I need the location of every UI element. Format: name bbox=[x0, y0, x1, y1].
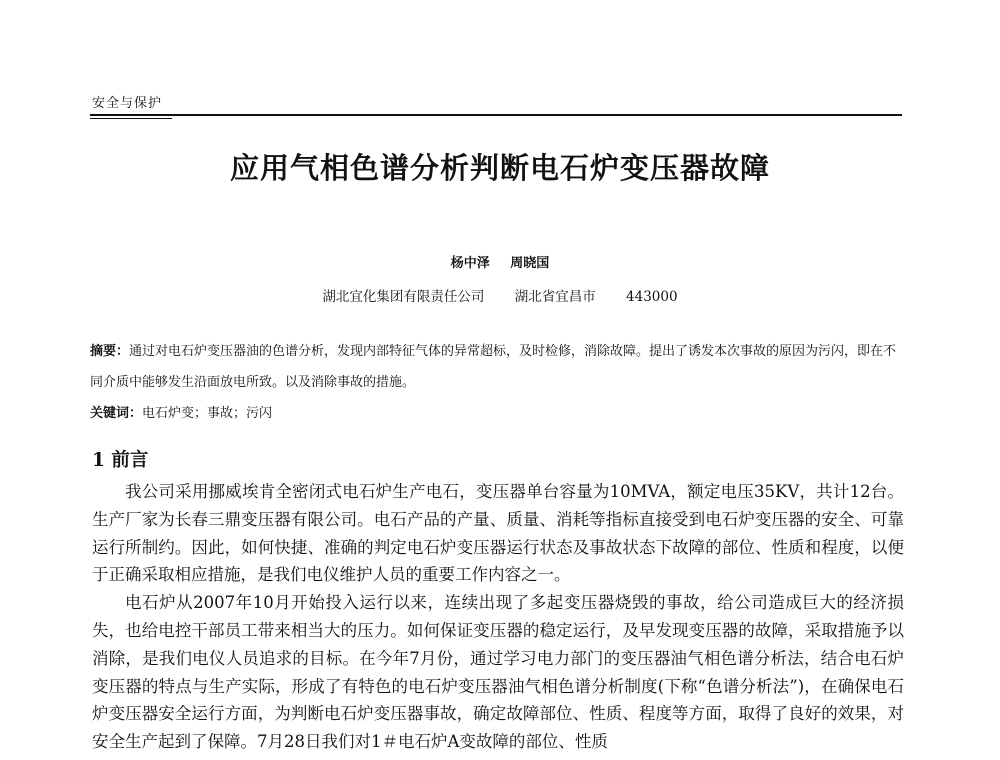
section-body bbox=[92, 478, 904, 756]
article-title: 应用气相色谱分析判断电石炉变压器故障 bbox=[229, 151, 770, 185]
keywords-text: 电石炉变；事故；污闪 bbox=[142, 406, 273, 421]
abstract-text: 通过对电石炉变压器油的色谱分析，发现内部特征气体的异常超标，及时检修，消除故障。提出了诱发本次事故的原因为污闪，即在不同介质中能够发生沿面放电所致。以及消除事故的措施。 bbox=[90, 344, 897, 390]
author-name: 周晓国 bbox=[510, 256, 550, 271]
author-name: 杨中泽 bbox=[450, 256, 490, 271]
affiliation-organization: 湖北宜化集团有限责任公司 bbox=[322, 289, 485, 305]
abstract bbox=[90, 336, 902, 398]
affiliation bbox=[0, 285, 1000, 305]
body-paragraph: 我公司采用挪威埃肯全密闭式电石炉生产电石，变压器单台容量为10MVA，额定电压35KV，共计12台。生产厂家为长春三鼎变压器有限公司。电石产品的产量、质量、消耗等指标直接受到电石炉变压器的安全、可靠运行所制约。因此，如何快捷、准确的判定电石炉变压器运行状态及事故状态下故障的部位、性质和程度，以便于正确采取相应措施，是我们电仪维护人员的重要工作内容之一。 bbox=[92, 482, 904, 585]
affiliation-location: 湖北省宜昌市 bbox=[514, 289, 596, 305]
header-rule-short bbox=[90, 118, 172, 119]
keywords bbox=[90, 398, 902, 429]
abstract-label: 摘要： bbox=[90, 344, 130, 359]
abstract-block bbox=[90, 336, 902, 429]
affiliation-postcode: 443000 bbox=[626, 289, 678, 305]
section-heading: 1 前言 bbox=[92, 450, 149, 471]
running-head: 安全与保护 bbox=[92, 96, 163, 111]
keywords-label: 关键词： bbox=[90, 406, 143, 421]
body-paragraph: 电石炉从2007年10月开始投入运行以来，连续出现了多起变压器烧毁的事故，给公司造成巨大的经济损失，也给电控干部员工带来相当大的压力。如何保证变压器的稳定运行，及早发现变压器的故障，采取措施予以消除，是我们电仪人员追求的目标。在今年7月份，通过学习电力部门的变压器油气相色谱分析法，结合电石炉变压器的特点与生产实际，形成了有特色的电石炉变压器油气相色谱分析制度(下称“色谱分析法”)，在确保电石炉变压器安全运行方面，为判断电石炉变压器事故，确定故障部位、性质、程度等方面，取得了良好的效果，对安全生产起到了保障。7月28日我们对1＃电石炉A变故障的部位、性质 bbox=[92, 593, 904, 752]
author-list bbox=[0, 252, 1000, 271]
header-rule bbox=[90, 114, 902, 116]
